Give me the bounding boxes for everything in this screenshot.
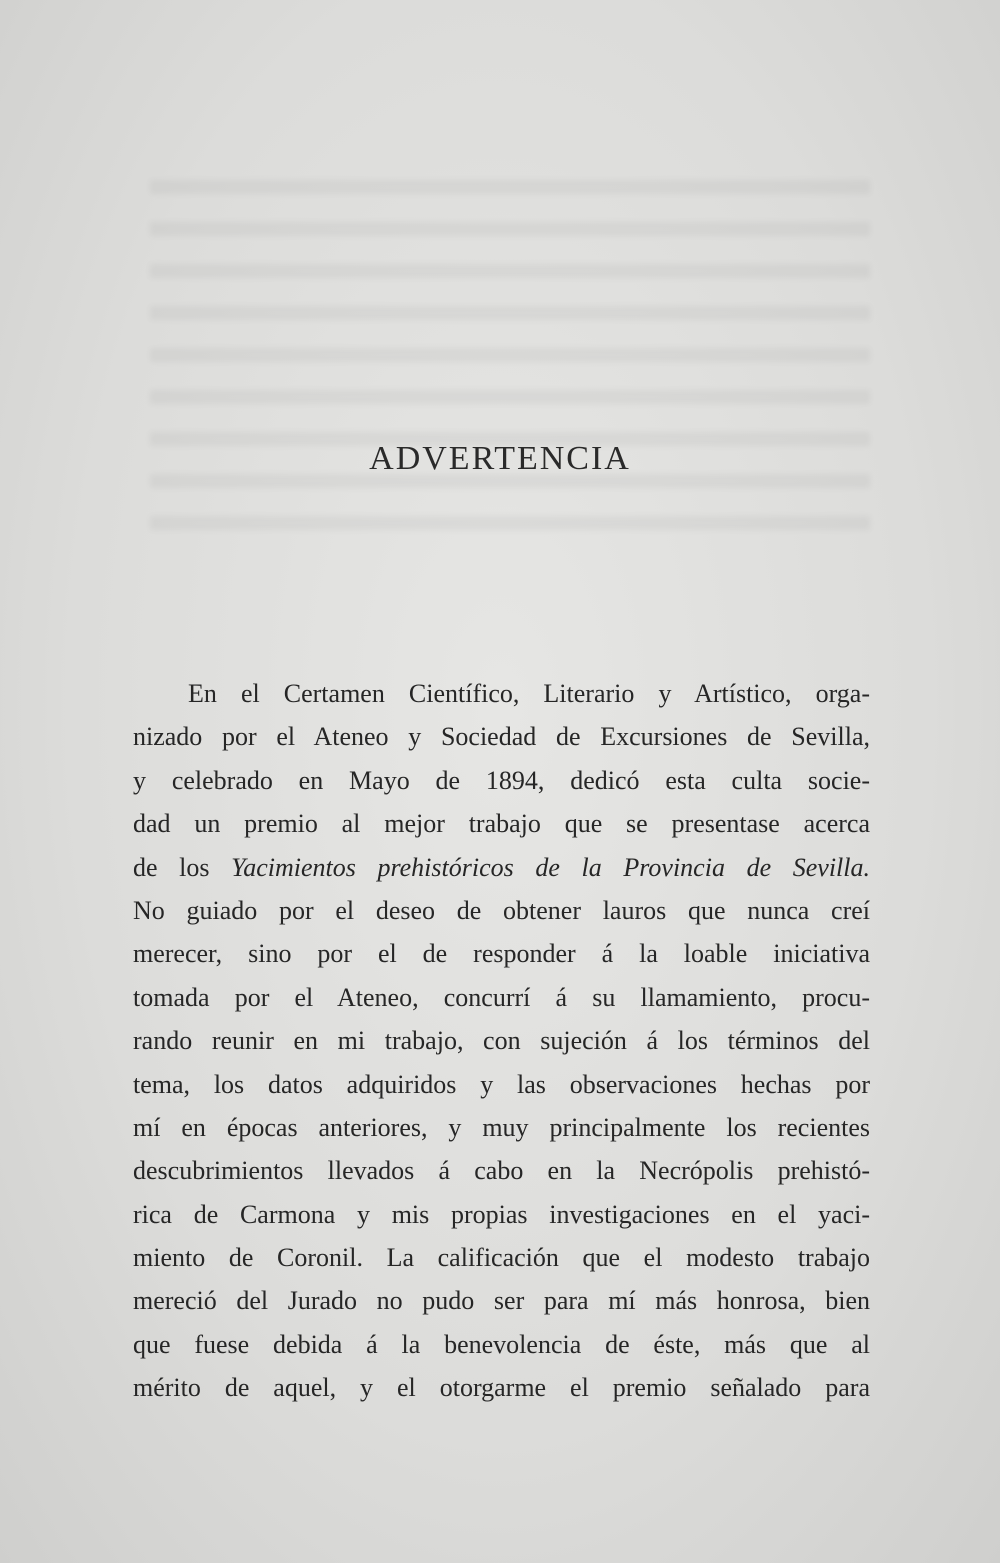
text-line-4: dad un premio al mejor trabajo que se presentase acerca <box>133 809 870 839</box>
text-line-5 <box>133 846 870 889</box>
text-line-12: descubrimientos llevados á cabo en la Necrópolis prehistó- <box>133 1156 870 1186</box>
body-text <box>133 672 870 1410</box>
italic-work-title: Yacimientos prehistóricos de la Provincia de Sevilla. <box>231 852 870 882</box>
text-line-17: mérito de aquel, y el otorgarme el premio señalado para <box>133 1373 870 1403</box>
text-line-10: tema, los datos adquiridos y las observaciones hechas por <box>133 1069 870 1099</box>
text-line-7: merecer, sino por el de responder á la loable iniciativa <box>133 939 870 969</box>
text-line-6: No guiado por el deseo de obtener lauros que nunca creí <box>133 895 870 925</box>
text-line-13: rica de Carmona y mis propias investigaciones en el yaci- <box>133 1199 870 1229</box>
show-through-text <box>150 180 870 540</box>
text-line-5-lead: de los <box>133 852 210 882</box>
text-line-11: mí en épocas anteriores, y muy principalmente los recientes <box>133 1112 870 1142</box>
page-title: ADVERTENCIA <box>369 440 631 477</box>
text-line-8: tomada por el Ateneo, concurrí á su llamamiento, procu- <box>133 982 870 1012</box>
text-line-2: nizado por el Ateneo y Sociedad de Excursiones de Sevilla, <box>133 722 870 752</box>
text-line-14: miento de Coronil. La calificación que el modesto trabajo <box>133 1243 870 1273</box>
text-line-9: rando reunir en mi trabajo, con sujeción á los términos del <box>133 1026 870 1056</box>
text-line-15: mereció del Jurado no pudo ser para mí más honrosa, bien <box>133 1286 870 1316</box>
text-line-16: que fuese debida á la benevolencia de éste, más que al <box>133 1329 870 1359</box>
text-line-3: y celebrado en Mayo de 1894, dedicó esta culta socie- <box>133 765 870 795</box>
text-line-1: En el Certamen Científico, Literario y Artístico, orga- <box>188 679 870 708</box>
